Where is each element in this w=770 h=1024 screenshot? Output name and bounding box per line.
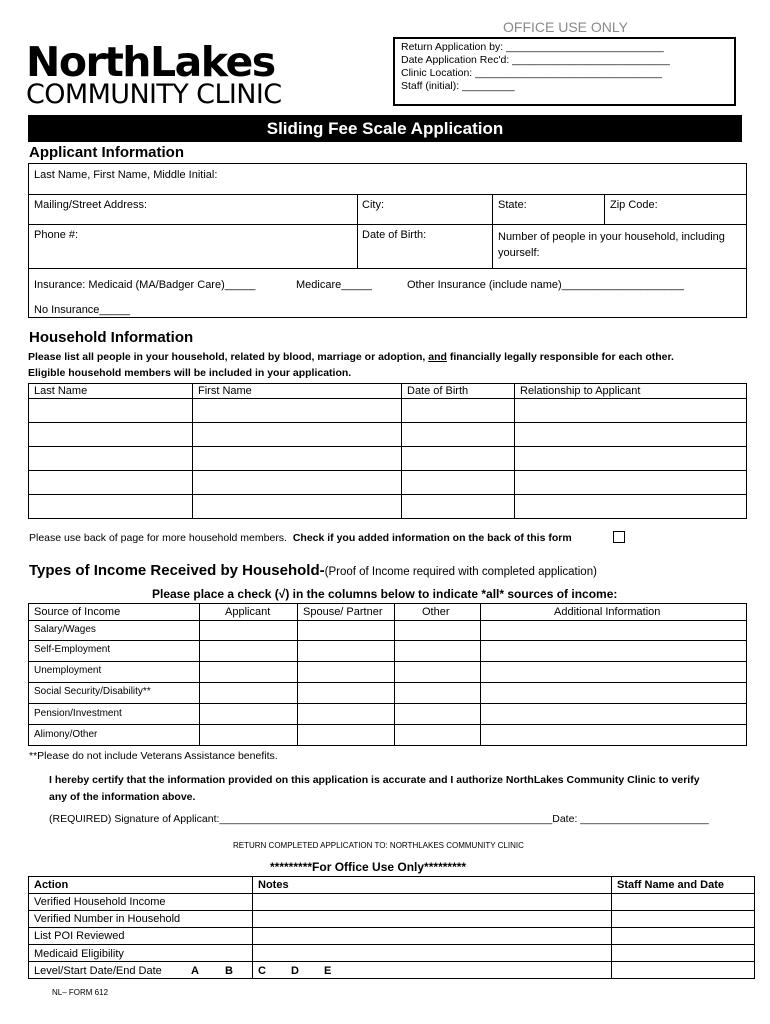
phone-field[interactable]: Phone #: bbox=[34, 229, 79, 241]
col-spouse-partner: Spouse/ Partner bbox=[303, 606, 383, 618]
level-d[interactable]: D bbox=[291, 965, 299, 977]
income-row-alimony: Alimony/Other bbox=[34, 729, 98, 740]
income-heading: Types of Income Received by Household-(Proof of Income required with completed application) bbox=[29, 562, 597, 579]
level-c[interactable]: C bbox=[258, 965, 266, 977]
certify-statement: I hereby certify that the information provided on this application is accurate and I authorize NorthLakes Community Clinic to verify any of the information above. bbox=[49, 774, 700, 803]
back-page-note: Please use back of page for more household members. Check if you added information on the back of this form bbox=[29, 532, 572, 544]
logo-northlakes: NorthLakes bbox=[26, 38, 275, 86]
back-info-checkbox[interactable] bbox=[613, 531, 625, 543]
insurance-medicare[interactable]: Medicare_____ bbox=[296, 279, 372, 291]
insurance-none[interactable]: No Insurance_____ bbox=[34, 304, 131, 316]
office-use-box bbox=[393, 37, 736, 106]
income-footnote: **Please do not include Veterans Assistance benefits. bbox=[29, 750, 278, 762]
col-first-name: First Name bbox=[198, 385, 252, 397]
city-field[interactable]: City: bbox=[362, 199, 384, 211]
office-staff-initial: Staff (initial): _________ bbox=[401, 80, 515, 92]
level-e[interactable]: E bbox=[324, 965, 332, 977]
income-row-self-employment: Self-Employment bbox=[34, 644, 111, 655]
level-a[interactable]: A bbox=[191, 965, 199, 977]
office-clinic-location: Clinic Location: ________________________________ bbox=[401, 67, 662, 79]
state-field[interactable]: State: bbox=[498, 199, 527, 211]
col-source-of-income: Source of Income bbox=[34, 606, 121, 618]
return-instructions: RETURN COMPLETED APPLICATION TO: NORTHLAKES COMMUNITY CLINIC bbox=[233, 841, 524, 850]
household-eligibility: Eligible household members will be included in your application. bbox=[28, 367, 352, 379]
office-use-title: OFFICE USE ONLY bbox=[503, 19, 628, 35]
action-medicaid-eligibility: Medicaid Eligibility bbox=[34, 948, 124, 960]
income-instruction: Please place a check (√) in the columns below to indicate *all* sources of income: bbox=[152, 587, 618, 601]
income-row-social-security: Social Security/Disability** bbox=[34, 686, 151, 697]
col-relationship: Relationship to Applicant bbox=[520, 385, 641, 397]
office-return-by: Return Application by: ___________________________ bbox=[401, 41, 664, 53]
action-poi-reviewed: List POI Reviewed bbox=[34, 930, 125, 942]
insurance-other[interactable]: Other Insurance (include name)____________________ bbox=[407, 279, 685, 291]
form-title: Sliding Fee Scale Application bbox=[28, 115, 742, 142]
household-instructions: Please list all people in your household, related by blood, marriage or adoption, and financially legally responsible for each other. bbox=[28, 351, 674, 363]
address-field[interactable]: Mailing/Street Address: bbox=[34, 199, 148, 211]
household-heading: Household Information bbox=[29, 329, 194, 346]
applicant-heading: Applicant Information bbox=[29, 144, 184, 161]
name-field[interactable]: Last Name, First Name, Middle Initial: bbox=[34, 169, 218, 181]
zip-field[interactable]: Zip Code: bbox=[610, 199, 658, 211]
insurance-medicaid[interactable]: Insurance: Medicaid (MA/Badger Care)_____ bbox=[34, 279, 256, 291]
office-table-title: *********For Office Use Only********* bbox=[270, 860, 467, 874]
income-row-unemployment: Unemployment bbox=[34, 665, 102, 676]
col-other: Other bbox=[422, 606, 450, 618]
col-staff-name-date: Staff Name and Date bbox=[617, 879, 724, 891]
action-verified-household: Verified Number in Household bbox=[34, 913, 181, 925]
action-level-dates: Level/Start Date/End Date bbox=[34, 965, 162, 977]
level-b[interactable]: B bbox=[225, 965, 233, 977]
col-action: Action bbox=[34, 879, 69, 891]
income-row-pension: Pension/Investment bbox=[34, 708, 122, 719]
col-date-of-birth: Date of Birth bbox=[407, 385, 469, 397]
form-number: NL– FORM 612 bbox=[52, 988, 109, 997]
col-applicant: Applicant bbox=[225, 606, 271, 618]
col-additional-info: Additional Information bbox=[554, 606, 661, 618]
household-count-field[interactable]: Number of people in your household, including yourself: bbox=[498, 231, 725, 259]
signature-line[interactable]: (REQUIRED) Signature of Applicant:_________________________________________________________Date: ______________________ bbox=[49, 813, 709, 825]
income-row-salary: Salary/Wages bbox=[34, 624, 96, 635]
logo-community-clinic: COMMUNITY CLINIC bbox=[26, 79, 282, 110]
office-date-received: Date Application Rec'd: ___________________________ bbox=[401, 54, 670, 66]
household-table bbox=[28, 383, 747, 519]
dob-field[interactable]: Date of Birth: bbox=[362, 229, 427, 241]
col-last-name: Last Name bbox=[34, 385, 88, 397]
col-notes: Notes bbox=[258, 879, 289, 891]
action-verified-income: Verified Household Income bbox=[34, 896, 166, 908]
